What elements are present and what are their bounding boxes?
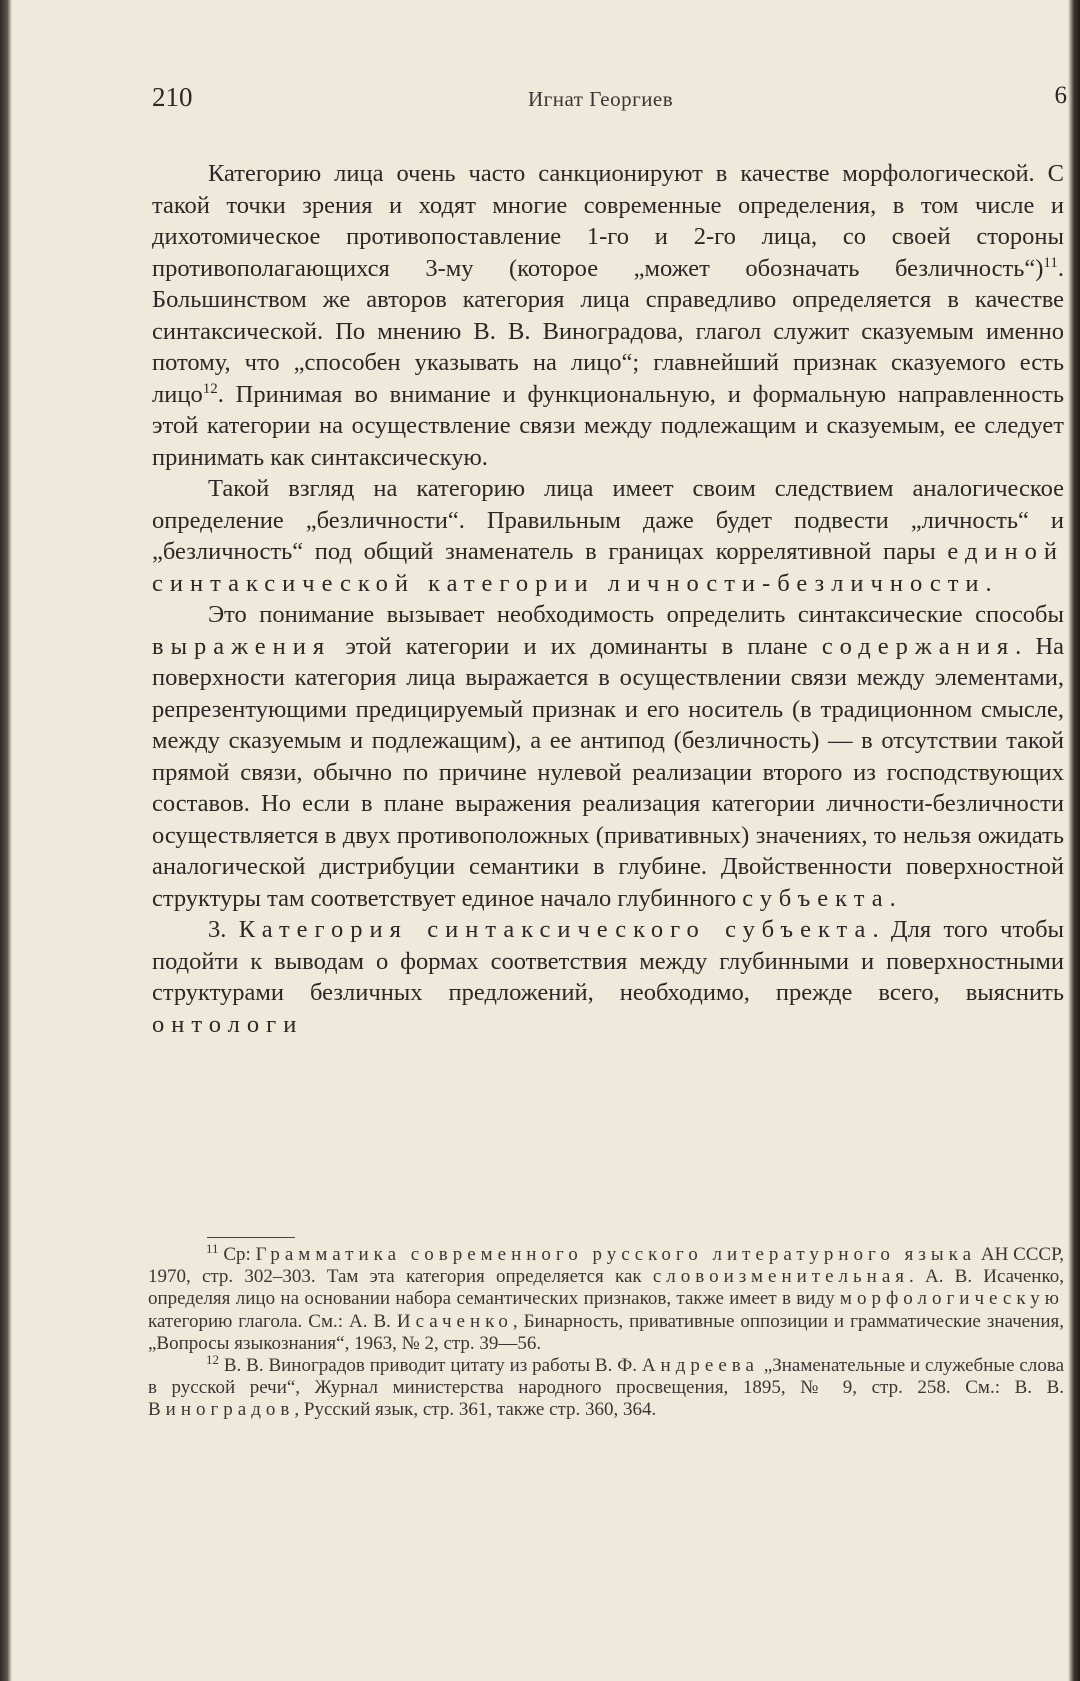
text-run: Категорию лица очень часто санкционируют в качестве морфологической. С такой точки зрения и ходят многие современные определения, в том числе и дихотомическое противопоставление 1-го и 2-го лица, со своей стороны противополагающихся 3-му (которое „может обозначать безличность“) — [152, 160, 1064, 282]
paragraph-1 — [152, 158, 1064, 473]
page-number: 210 — [152, 82, 193, 112]
spaced-emphasis: словоизменительная — [652, 1266, 910, 1288]
footnote-12 — [148, 1352, 1064, 1422]
page-header — [152, 82, 1067, 122]
spaced-emphasis: выражения — [152, 632, 332, 660]
section-heading: Категория синтаксического субъекта — [238, 916, 873, 943]
spaced-emphasis: морфологическую — [839, 1288, 1064, 1310]
text-run: В. В. Виноградов приводит цитату из работы В. Ф. — [223, 1355, 637, 1377]
footnote-mark: 11 — [206, 1241, 219, 1256]
footnotes — [148, 1241, 1065, 1422]
footnote-ref-11[interactable]: 11 — [1043, 254, 1058, 271]
page-edge-shadow — [1068, 0, 1080, 1681]
spaced-emphasis: содержания — [821, 632, 1016, 660]
text-run: „Знаменательные и служебные слова в русской речи“, Журнал министерства народного просвещения, 1895, № 9, стр. 258. См.: В. В. — [148, 1355, 1064, 1399]
header-right-mark: 6 — [1054, 82, 1067, 109]
paragraph-4 — [152, 914, 1064, 1040]
text-run: . — [889, 884, 896, 912]
spaced-emphasis: онтологи — [152, 1010, 304, 1038]
text-run: , Русский язык, стр. 361, также стр. 360, 364. — [294, 1399, 657, 1421]
paragraph-2 — [152, 473, 1064, 599]
running-head: Игнат Георгиев — [528, 87, 674, 111]
text-run: . — [985, 569, 992, 597]
spaced-emphasis: единой синтаксической категории личности-безличности — [152, 538, 1064, 597]
footnote-ref-12[interactable]: 12 — [202, 380, 218, 397]
spaced-emphasis: Виноградов — [148, 1399, 295, 1421]
text-run: Это понимание вызывает необходимость определить синтаксические способы — [208, 601, 1064, 628]
main-text — [152, 158, 1064, 1040]
text-run: Ср: — [223, 1244, 251, 1265]
section-number: 3. — [208, 916, 227, 943]
text-run: Такой взгляд на категорию лица имеет своим следствием аналогическое определение „безличности“. Правильным даже будет подвести „личность“ и „безличность“ под общий знаменатель в границах коррелятивной пары — [152, 475, 1064, 565]
text-run: . Принимая во внимание и функциональную, и формальную направленность этой категории на осуществление связи между подлежащим и сказуемым, ее следует принимать как синтаксическую. — [152, 380, 1064, 471]
footnote-11 — [148, 1241, 1065, 1355]
text-run: . Большинством же авторов категория лица справедливо определяется в качестве синтаксической. По мнению В. В. Виноградова, глагол служит сказуемым именно потому, что „способен указывать на лицо“; главнейший признак сказуемого есть лицо — [152, 254, 1064, 408]
text-run: . А. В. Исаченко, определяя лицо на основании набора семантических признаков, также имеет в виду — [148, 1266, 1064, 1310]
spaced-emphasis: субъекта — [742, 884, 890, 912]
spaced-emphasis: Грамматика современного русского литературного языка — [255, 1244, 977, 1265]
text-run: , Бинарность, привативные оппозиции и грамматические значения, „Вопросы языкознания“, 1963, № 2, стр. 39—56. — [148, 1310, 1065, 1354]
text-run: . На поверхности категория лица выражается в осуществлении связи между элементами, репрезентующими предицируемый признак и его носитель (в традиционном смысле, между сказуемым и подлежащим), а ее антипод (безличность) — в отсутствии такой прямой связи, обычно по причине нулевой реализации второго из господствующих составов. Но если в плане выражения реализация категории личности-безличности осуществляется в двух противоположных (привативных) значениях, то нельзя ожидать аналогической дистрибуции семантики в глубине. Двойственности поверхностной структуры там соответствует единое начало глубинного — [152, 632, 1065, 912]
text-run: этой категории и их доминанты в плане — [345, 632, 808, 660]
page-gutter-shadow — [0, 0, 12, 1681]
text-run: АН СССР, 1970, стр. 302–303. Там эта категория определяется как — [148, 1244, 1065, 1288]
footnote-mark: 12 — [206, 1352, 219, 1368]
spaced-emphasis: Андреева — [641, 1355, 759, 1377]
footnote-separator — [207, 1237, 295, 1238]
text-run: категорию глагола. См.: А. В. — [148, 1310, 391, 1332]
spaced-emphasis: Исаченко — [396, 1310, 513, 1332]
paragraph-3 — [152, 599, 1064, 914]
text-run: . Для того чтобы подойти к выводам о формах соответствия между глубинными и поверхностными структурами безличных предложений, необходимо, прежде всего, выяснить — [152, 916, 1064, 1006]
